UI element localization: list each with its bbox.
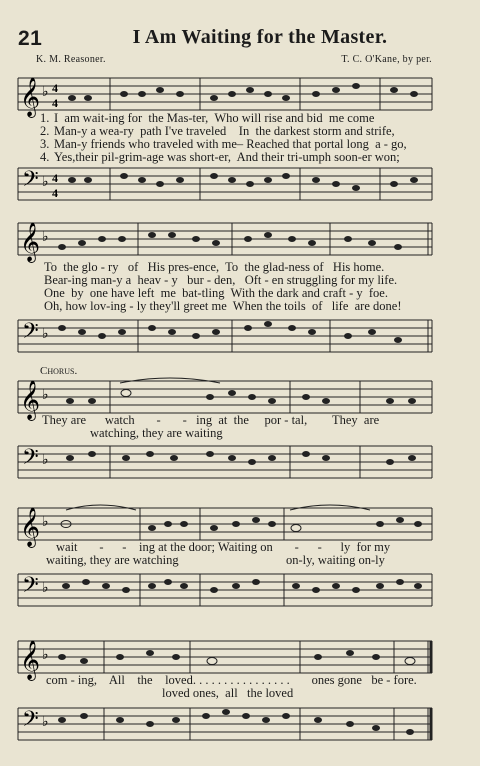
svg-text:𝄞: 𝄞	[20, 77, 41, 117]
svg-text:4: 4	[52, 171, 58, 185]
svg-text:𝄞: 𝄞	[20, 509, 41, 546]
svg-text:♭: ♭	[42, 715, 49, 730]
staff-system-2-treble	[0, 215, 480, 265]
chorus-1-upper-lyrics: They are watch - - ing at the por - tal, They are	[42, 413, 380, 427]
svg-text:♭: ♭	[42, 581, 49, 596]
svg-text:♭: ♭	[42, 453, 49, 468]
svg-text:♭: ♭	[42, 388, 49, 403]
composer-credit: K. M. Reasoner.	[36, 54, 106, 65]
svg-text:♭: ♭	[42, 85, 49, 100]
svg-text:♭: ♭	[42, 515, 49, 530]
svg-text:♭: ♭	[42, 327, 49, 342]
svg-text:♭: ♭	[42, 175, 49, 190]
svg-text:𝄢: 𝄢	[22, 707, 39, 736]
chorus-1-lower-lyrics: watching, they are waiting	[90, 426, 223, 440]
svg-text:𝄞: 𝄞	[20, 642, 41, 679]
verse-4-line-2: Oh, how lov-ing - ly they'll greet me When the toils of life are done!	[44, 299, 402, 313]
verse-3-line-1: 3. Man-y friends who traveled with me– Reached that portal long a - go,	[40, 137, 407, 151]
verse-2-line-2: Bear-ing man-y a heav - y bur - den, Oft - en struggling for my life.	[44, 273, 398, 287]
staff-system-2-bass	[0, 312, 480, 362]
author-credit: T. C. O'Kane, by per.	[341, 54, 432, 65]
verse-1-line-1: 1. I am wait-ing for the Mas-ter, Who will rise and bid me come	[40, 111, 375, 125]
chorus-2-upper-lyrics: wait - - ing at the door; Waiting on - - ly for my	[56, 540, 391, 554]
svg-text:𝄞: 𝄞	[20, 224, 41, 261]
svg-text:𝄢: 𝄢	[22, 167, 39, 196]
staff-chorus-2-bass	[0, 566, 480, 616]
svg-text:4: 4	[52, 186, 58, 200]
svg-text:𝄢: 𝄢	[22, 319, 39, 348]
svg-text:𝄢: 𝄢	[22, 573, 39, 602]
svg-text:𝄢: 𝄢	[22, 445, 39, 474]
chorus-2-lower-lyrics-b: on-ly, waiting on-ly	[286, 553, 385, 567]
chorus-3-upper-lyrics: com - ing, All the loved. . . . . . . . . . . . . . . . ones gone be - fore.	[46, 673, 417, 687]
svg-text:♭: ♭	[42, 648, 49, 663]
hymn-number: 21	[18, 27, 43, 50]
staff-chorus-1-bass	[0, 438, 480, 488]
verse-4-line-1: 4. Yes,their pil-grim-age was short-er, And their tri-umph soon-er won;	[40, 150, 400, 164]
hymn-title: I Am Waiting for the Master.	[132, 26, 388, 48]
svg-text:4: 4	[52, 96, 58, 110]
chorus-2-lower-lyrics-a: waiting, they are watching	[46, 553, 179, 567]
verse-1-line-2: To the glo - ry of His pres-ence, To the glad-ness of His home.	[44, 260, 385, 274]
verse-3-line-2: One by one have left me bat-tling With the dark and craft - y foe.	[44, 286, 388, 300]
staff-system-1-bass	[0, 160, 480, 210]
svg-text:♭: ♭	[42, 230, 49, 245]
svg-text:𝄞: 𝄞	[20, 382, 41, 419]
svg-text:4: 4	[52, 81, 58, 95]
staff-chorus-3-bass	[0, 700, 480, 750]
chorus-3-lower-lyrics: loved ones, all the loved	[162, 686, 294, 700]
chorus-label: Chorus.	[40, 365, 78, 377]
verse-2-line-1: 2. Man-y a wea-ry path I've traveled In the darkest storm and strife,	[40, 124, 395, 138]
